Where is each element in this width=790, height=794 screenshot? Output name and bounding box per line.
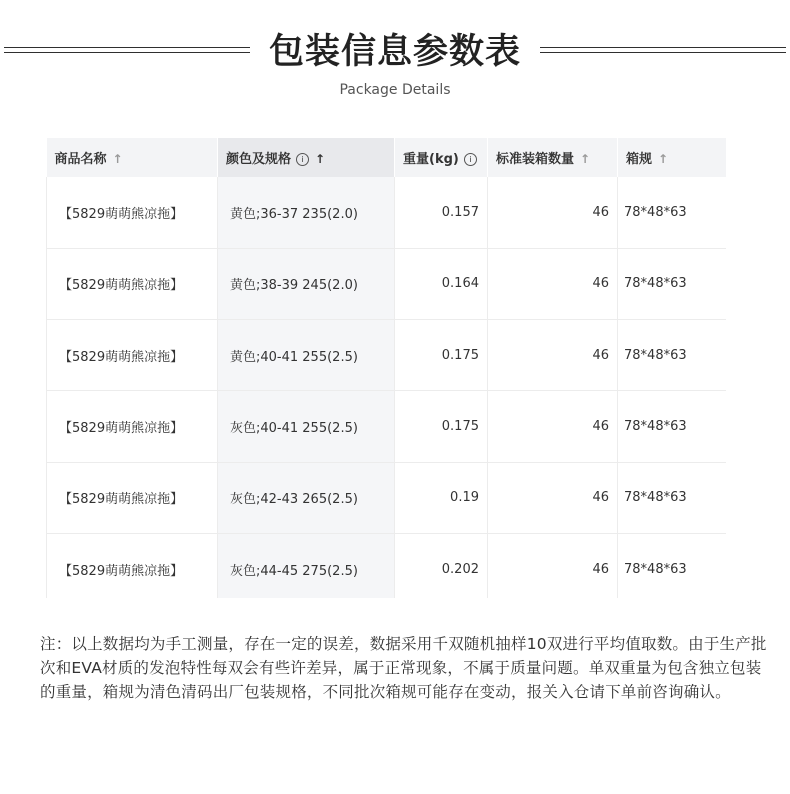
cell-product-name: 【5829萌萌熊凉拖】	[47, 462, 218, 533]
cell-qty: 46	[488, 320, 618, 391]
cell-product-name: 【5829萌萌熊凉拖】	[47, 391, 218, 462]
sort-arrow-icon[interactable]: ↑	[315, 152, 326, 166]
sort-arrow-icon[interactable]: ↑	[580, 152, 591, 166]
cell-box-size: 78*48*63	[624, 204, 687, 220]
info-icon[interactable]: i	[296, 153, 309, 166]
cell-weight: 0.164	[395, 248, 488, 319]
table-row	[47, 533, 727, 598]
cell-product-name: 【5829萌萌熊凉拖】	[47, 320, 218, 391]
cell-box-size: 78*48*63	[624, 490, 687, 506]
page-subtitle: Package Details	[339, 82, 451, 98]
cell-qty: 46	[488, 248, 618, 319]
table-row	[47, 391, 727, 462]
table-row	[47, 248, 727, 319]
column-header-weight-label: 重量(kg)	[403, 152, 459, 167]
column-header-spec[interactable]	[218, 138, 395, 177]
table-row	[47, 462, 727, 533]
cell-weight: 0.175	[395, 391, 488, 462]
cell-qty: 46	[488, 533, 618, 598]
cell-weight: 0.19	[395, 462, 488, 533]
column-header-box[interactable]	[618, 138, 727, 177]
info-icon[interactable]: i	[464, 153, 477, 166]
title-decoration-right	[540, 47, 786, 53]
measurement-note: 注：以上数据均为手工测量，存在一定的误差，数据采用千双随机抽样10双进行平均值取数。由于生产批次和EVA材质的发泡特性每双会有些许差异，属于正常现象，不属于质量问题。单双重量为包含独立包装的重量，箱规为清色清码出厂包装规格，不同批次箱规可能存在变动，报关入仓请下单前咨询确认。	[40, 635, 767, 701]
cell-box-size: 78*48*63	[624, 276, 687, 292]
table-row	[47, 177, 727, 248]
cell-box-size: 78*48*63	[624, 561, 687, 577]
column-header-name[interactable]	[47, 138, 218, 177]
column-header-qty[interactable]	[488, 138, 618, 177]
column-header-box-label: 箱规	[626, 152, 653, 167]
cell-qty: 46	[488, 177, 618, 248]
cell-color-spec: 黄色;38-39 245(2.0)	[218, 248, 395, 319]
title-row	[0, 28, 790, 78]
cell-qty: 46	[488, 391, 618, 462]
column-header-name-label: 商品名称	[54, 152, 107, 167]
sort-arrow-icon[interactable]: ↑	[658, 152, 669, 166]
cell-color-spec: 灰色;40-41 255(2.5)	[218, 391, 395, 462]
cell-weight: 0.157	[395, 177, 488, 248]
cell-weight: 0.202	[395, 533, 488, 598]
package-table-container	[46, 138, 726, 598]
column-header-weight[interactable]	[395, 138, 488, 177]
cell-color-spec: 黄色;36-37 235(2.0)	[218, 177, 395, 248]
cell-color-spec: 灰色;42-43 265(2.5)	[218, 462, 395, 533]
column-header-spec-label: 颜色及规格	[226, 152, 292, 167]
cell-color-spec: 灰色;44-45 275(2.5)	[218, 533, 395, 598]
table-header-row	[47, 138, 727, 177]
package-table	[46, 138, 726, 598]
cell-product-name: 【5829萌萌熊凉拖】	[47, 177, 218, 248]
cell-box-size: 78*48*63	[624, 419, 687, 435]
cell-qty: 46	[488, 462, 618, 533]
cell-weight: 0.175	[395, 320, 488, 391]
column-header-qty-label: 标准装箱数量	[496, 152, 575, 167]
title-decoration-left	[4, 47, 250, 53]
cell-color-spec: 黄色;40-41 255(2.5)	[218, 320, 395, 391]
page-title: 包装信息参数表	[268, 32, 521, 72]
cell-product-name: 【5829萌萌熊凉拖】	[47, 533, 218, 598]
sort-arrow-icon[interactable]: ↑	[112, 152, 123, 166]
table-row	[47, 320, 727, 391]
cell-product-name: 【5829萌萌熊凉拖】	[47, 248, 218, 319]
cell-box-size: 78*48*63	[624, 347, 687, 363]
